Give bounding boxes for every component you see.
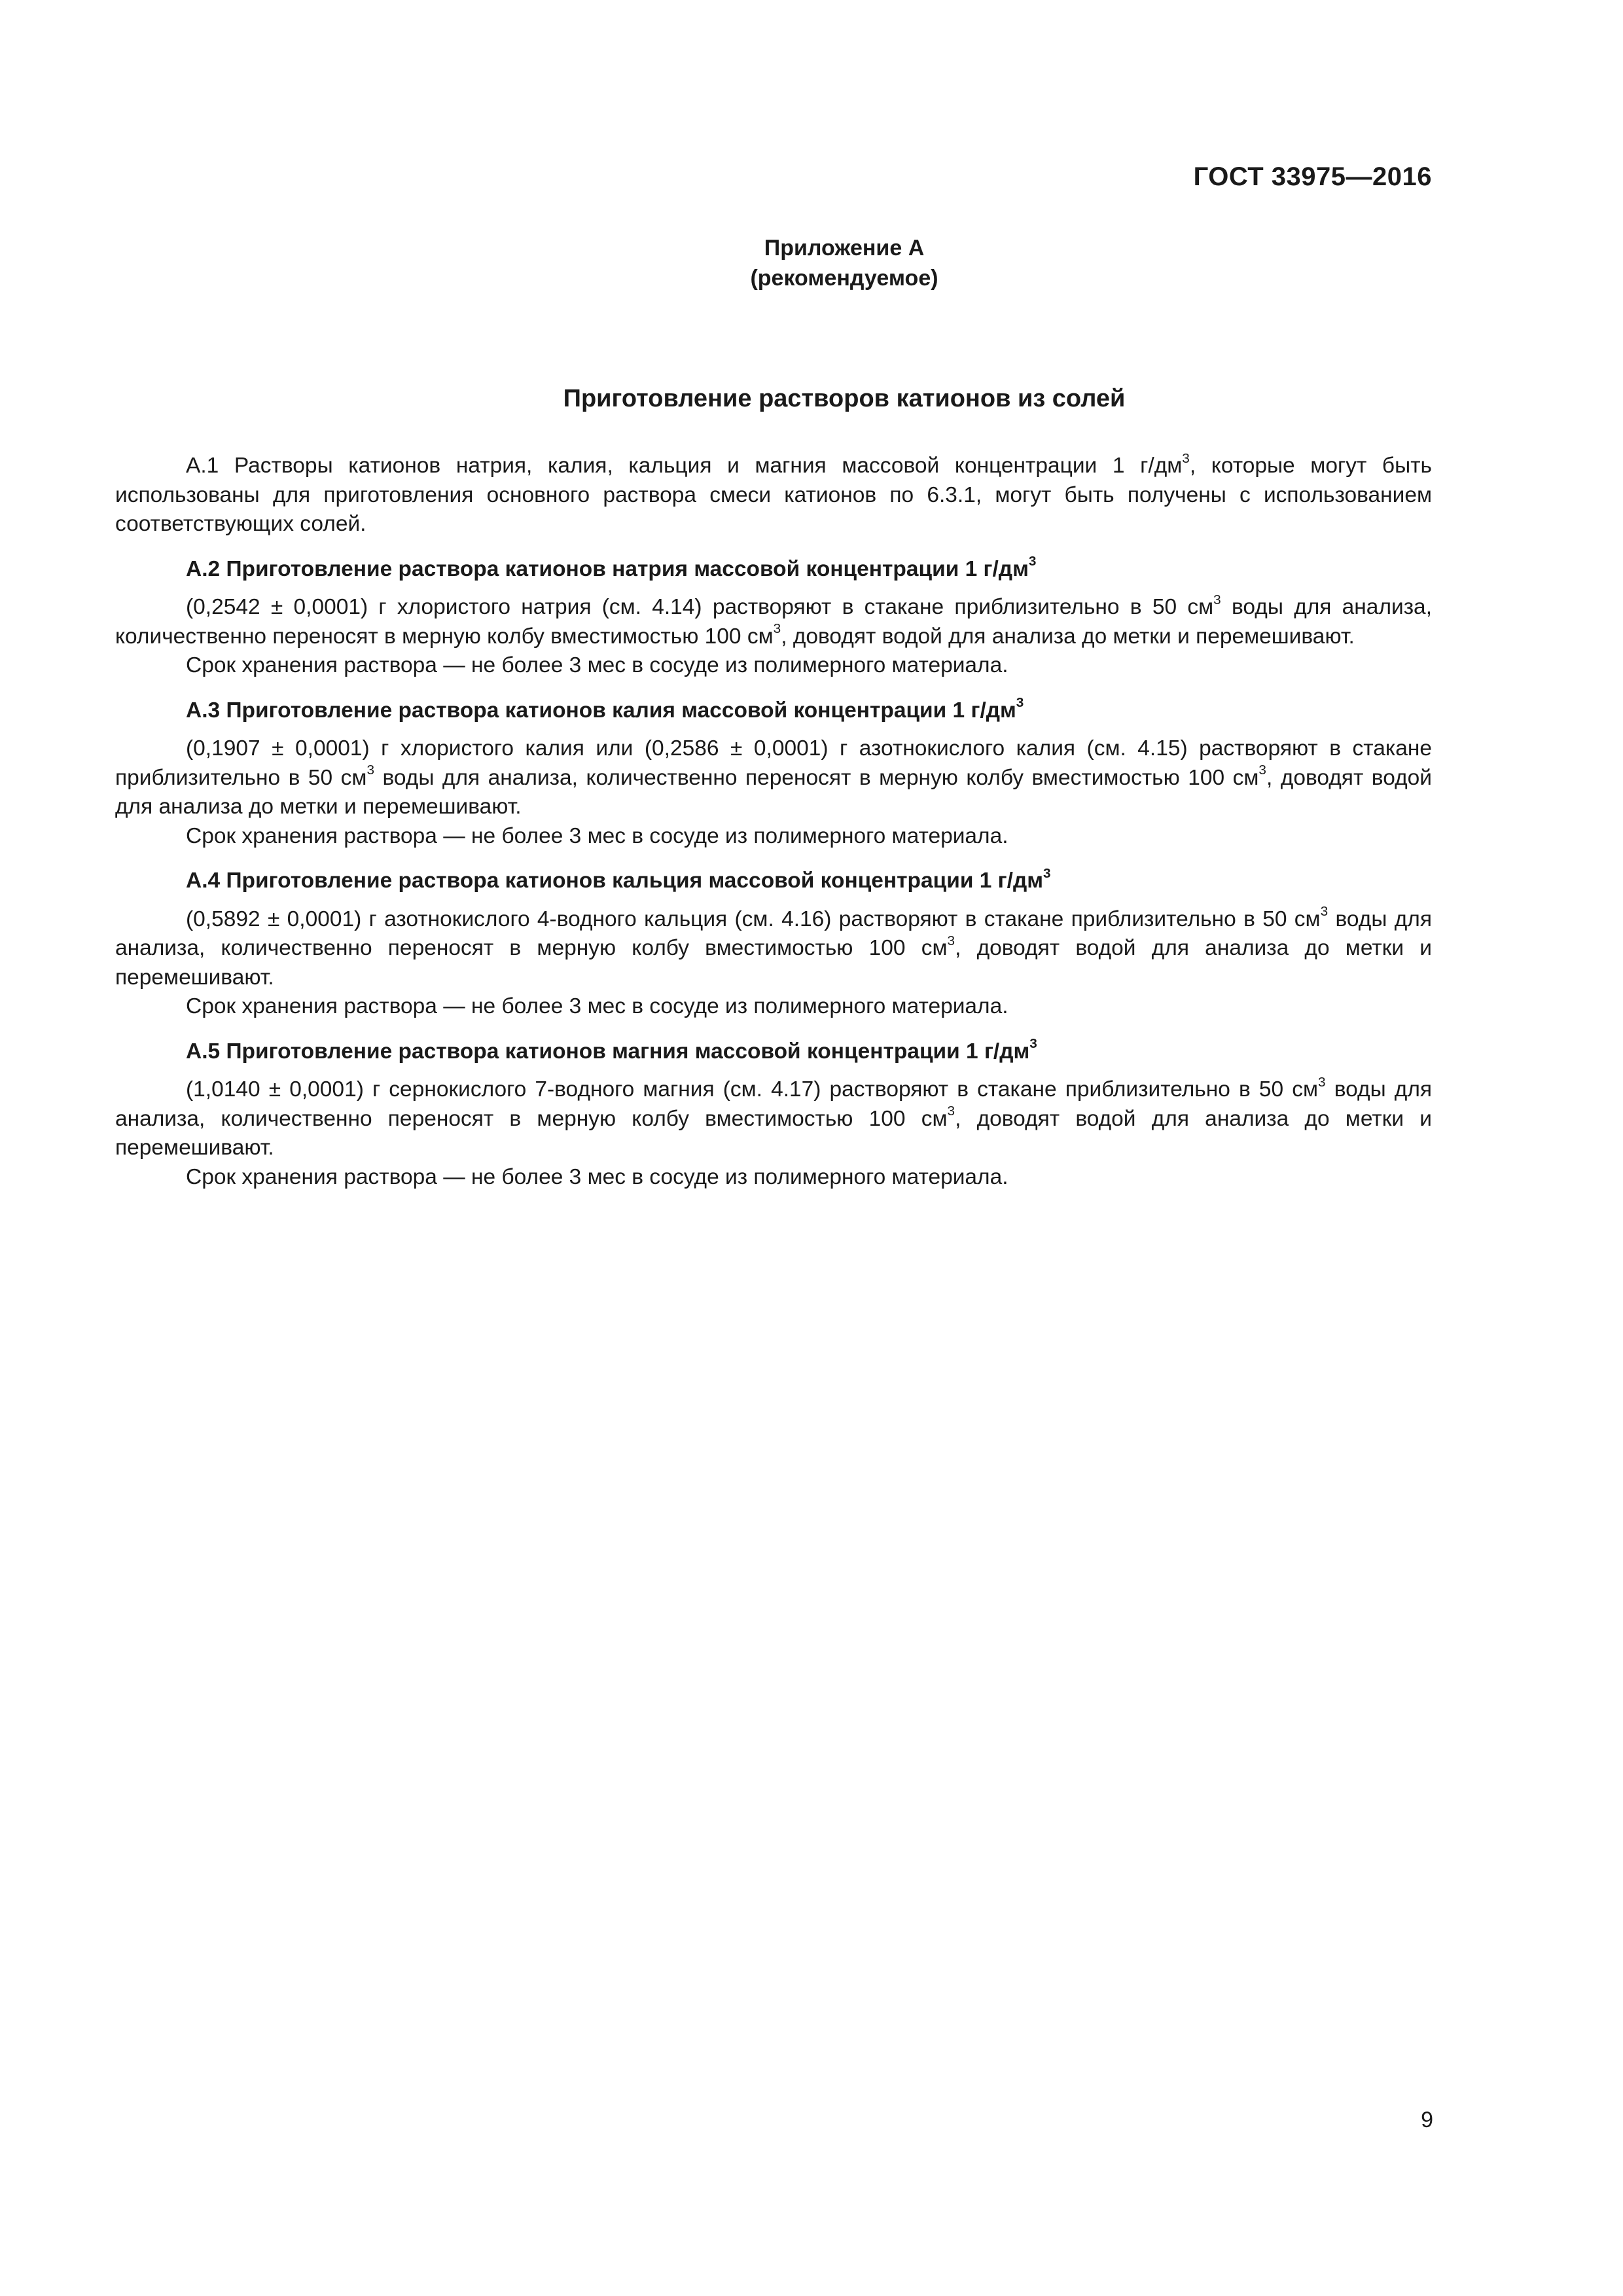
section-a5-storage: Срок хранения раствора — не более 3 мес в сосуде из полимерного материала. — [186, 1164, 1008, 1189]
section-heading-a3: А.3 Приготовление раствора катионов калия массовой концентрации 1 $г/дм^3$ — [186, 695, 1024, 723]
section-a3-storage: Срок хранения раствора — не более 3 мес в сосуде из полимерного материала. — [186, 823, 1008, 848]
annex-heading — [0, 233, 1623, 293]
standard-code: ГОСТ 33975—2016 — [1193, 162, 1432, 191]
section-a4-text: (0,5892 ± 0,0001) г азотнокислого 4-водного кальция (см. 4.16) растворяют в стакане приблизительно в 50 $см^3$ воды для анализа, количественно переносят в мерную колбу вместимостью 100 $см^3$, доводят водой для анализа до метки и перемешивают. — [115, 904, 1432, 990]
section-heading-a4: А.4 Приготовление раствора катионов кальция массовой концентрации 1 $г/дм^3$ — [186, 865, 1051, 893]
section-a4-storage: Срок хранения раствора — не более 3 мес в сосуде из полимерного материала. — [186, 994, 1008, 1018]
section-a3-text: (0,1907 ± 0,0001) г хлористого калия или (0,2586 ± 0,0001) г азотнокислого калия (см. 4.15) растворяют в стакане приблизительно в 50 $см^3$ воды для анализа, количественно переносят в мерную колбу вместимостью 100 $см^3$, доводят водой для анализа до метки и перемешивают. — [115, 736, 1432, 819]
section-heading-a2: А.2 Приготовление раствора катионов натрия массовой концентрации 1 $г/дм^3$ — [186, 554, 1037, 581]
page-title: Приготовление растворов катионов из солей — [563, 385, 1126, 412]
section-a5-text: (1,0140 ± 0,0001) г сернокислого 7-водного магния (см. 4.17) растворяют в стакане приблизительно в 50 $см^3$ воды для анализа, количественно переносят в мерную колбу вместимостью 100 $см^3$, доводят водой для анализа до метки и перемешивают. — [115, 1074, 1433, 1160]
intro-paragraph: А.1 Растворы катионов натрия, калия, кальция и магния массовой концентрации 1 $г/дм^3$, которые могут быть использованы для приготовления основного раствора смеси катионов по 6.3.1, могут быть получены с использованием соответствующих солей. — [115, 450, 1432, 536]
document-body — [115, 452, 1432, 1192]
section-heading-a5: А.5 Приготовление раствора катионов магния массовой концентрации 1 $г/дм^3$ — [186, 1036, 1037, 1064]
annex-label: Приложение А — [764, 236, 925, 260]
page-number: 9 — [1421, 2108, 1433, 2132]
annex-status: (рекомендуемое) — [750, 266, 938, 291]
section-a2-text: (0,2542 ± 0,0001) г хлористого натрия (см. 4.14) растворяют в стакане приблизительно в 50 $см^3$ воды для анализа, количественно переносят в мерную колбу вместимостью 100 $см^3$, доводят водой для анализа до метки и перемешивают. — [115, 592, 1433, 649]
section-a2-storage: Срок хранения раствора — не более 3 мес в сосуде из полимерного материала. — [186, 653, 1008, 677]
